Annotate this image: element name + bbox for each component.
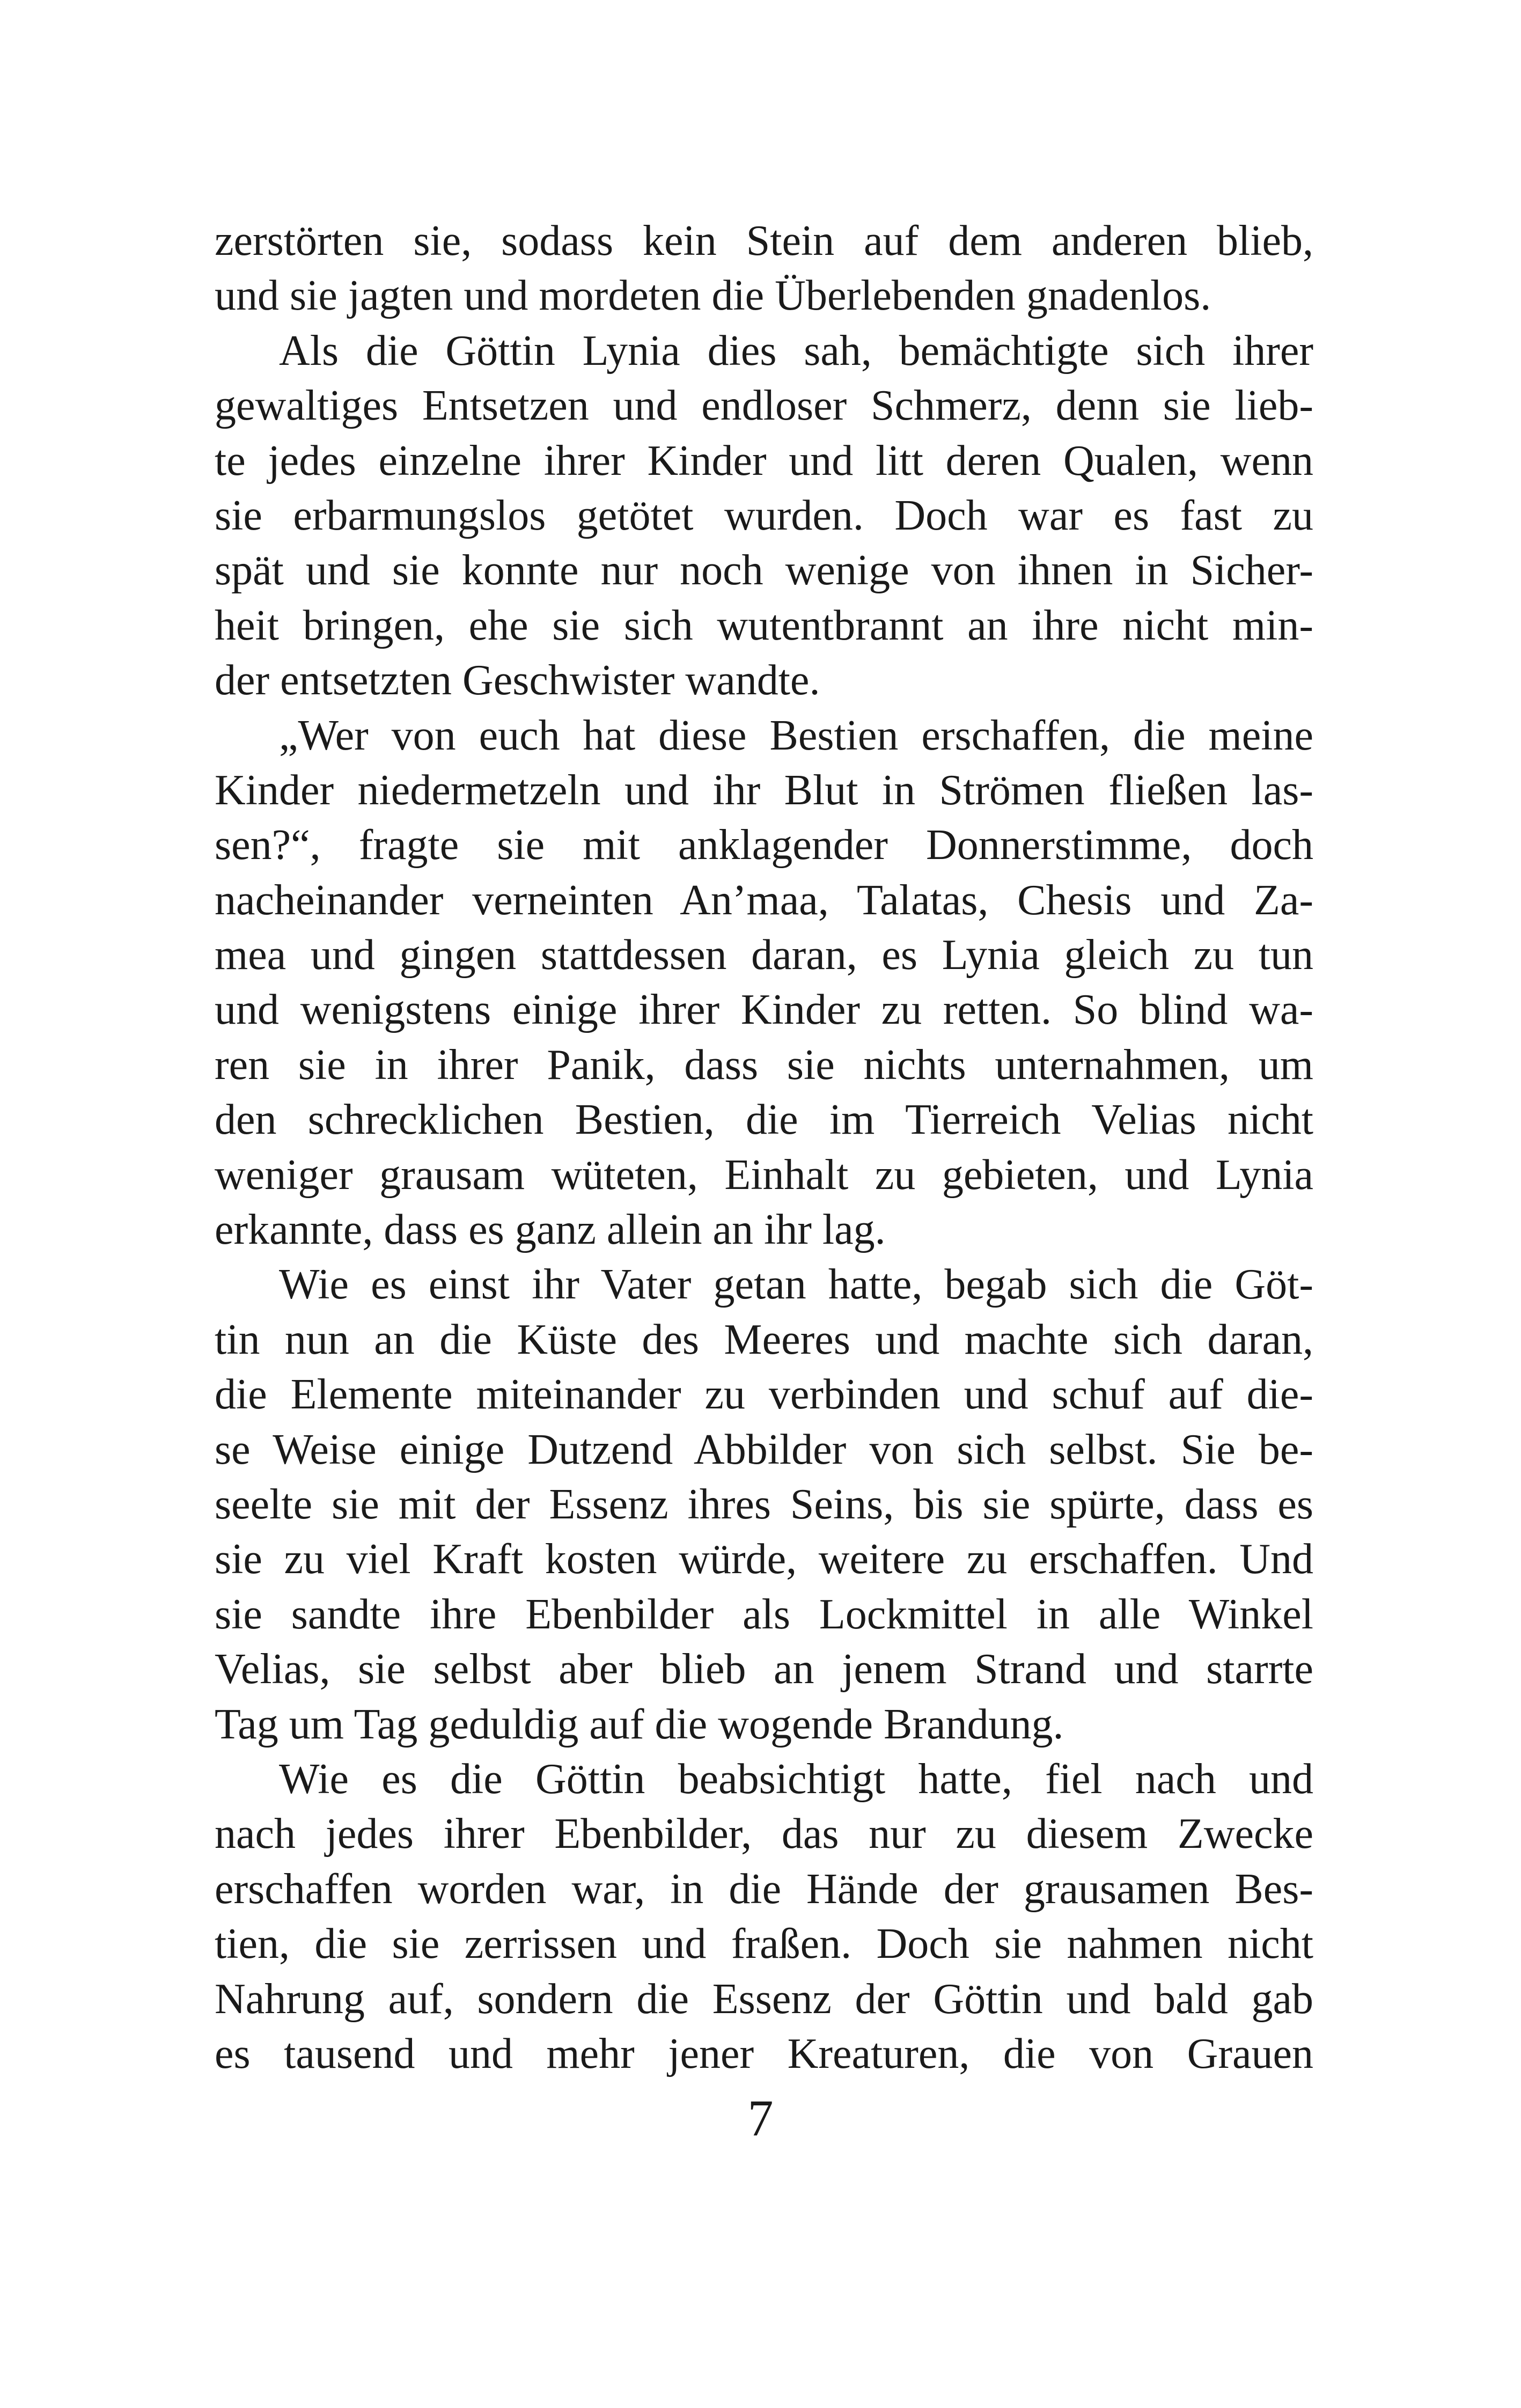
text-line: der entsetzten Geschwister wandte. [215,657,820,704]
text-line: nach jedes ihrer Ebenbilder, das nur zu diesem Zwecke [215,1810,1313,1858]
text-line: den schrecklichen Bestien, die im Tierreich Velias nicht [215,1096,1313,1144]
text-line: ren sie in ihrer Panik, dass sie nichts unternahmen, um [215,1041,1313,1089]
text-line: mea und gingen stattdessen daran, es Lynia gleich zu tun [215,931,1313,979]
text-line: Velias, sie selbst aber blieb an jenem Strand und starrte [215,1646,1313,1693]
paragraph-first-line: Wie es die Göttin beabsichtigt hatte, fiel nach und [279,1755,1313,1803]
text-line: sie zu viel Kraft kosten würde, weitere zu erschaffen. Und [215,1536,1313,1583]
text-line: tin nun an die Küste des Meeres und machte sich daran, [215,1316,1313,1363]
text-line: sen?“, fragte sie mit anklagender Donnerstimme, doch [215,821,1313,869]
paragraph-first-line: Als die Göttin Lynia dies sah, bemächtigte sich ihrer [279,327,1313,375]
text-line: spät und sie konnte nur noch wenige von ihnen in Sicher- [215,547,1313,594]
text-line: und sie jagten und mordeten die Überlebenden gnadenlos. [215,272,1211,320]
page-number: 7 [747,2089,774,2147]
text-line: weniger grausam wüteten, Einhalt zu gebieten, und Lynia [215,1151,1313,1199]
text-line: zerstörten sie, sodass kein Stein auf dem anderen blieb, [215,217,1313,265]
paragraph-first-line: „Wer von euch hat diese Bestien erschaffen, die meine [279,711,1313,759]
text-line: sie sandte ihre Ebenbilder als Lockmittel in alle Winkel [215,1590,1313,1638]
text-line: sie erbarmungslos getötet wurden. Doch war es fast zu [215,491,1313,539]
text-line: gewaltiges Entsetzen und endloser Schmerz, denn sie lieb- [215,382,1313,430]
text-line: es tausend und mehr jener Kreaturen, die von Grauen [215,2030,1313,2077]
text-line: und wenigstens einige ihrer Kinder zu retten. So blind wa- [215,986,1313,1034]
text-line: nacheinander verneinten An’maa, Talatas, Chesis und Za- [215,876,1313,924]
body-text [215,214,1313,2081]
text-line: erkannte, dass es ganz allein an ihr lag. [215,1206,886,1254]
text-line: se Weise einige Dutzend Abbilder von sich selbst. Sie be- [215,1426,1313,1473]
text-line: Kinder niedermetzeln und ihr Blut in Strömen fließen las- [215,766,1313,814]
text-line: seelte sie mit der Essenz ihres Seins, bis sie spürte, dass es [215,1480,1313,1528]
text-line: tien, die sie zerrissen und fraßen. Doch sie nahmen nicht [215,1920,1313,1968]
text-line: Tag um Tag geduldig auf die wogende Brandung. [215,1700,1064,1748]
text-line: erschaffen worden war, in die Hände der grausamen Bes- [215,1865,1313,1913]
text-line: te jedes einzelne ihrer Kinder und litt deren Qualen, wenn [215,437,1313,484]
text-line: Nahrung auf, sondern die Essenz der Göttin und bald gab [215,1975,1313,2023]
paragraph-first-line: Wie es einst ihr Vater getan hatte, begab sich die Göt- [279,1261,1313,1309]
text-line: die Elemente miteinander zu verbinden und schuf auf die- [215,1371,1313,1419]
text-line: heit bringen, ehe sie sich wutentbrannt an ihre nicht min- [215,601,1313,649]
